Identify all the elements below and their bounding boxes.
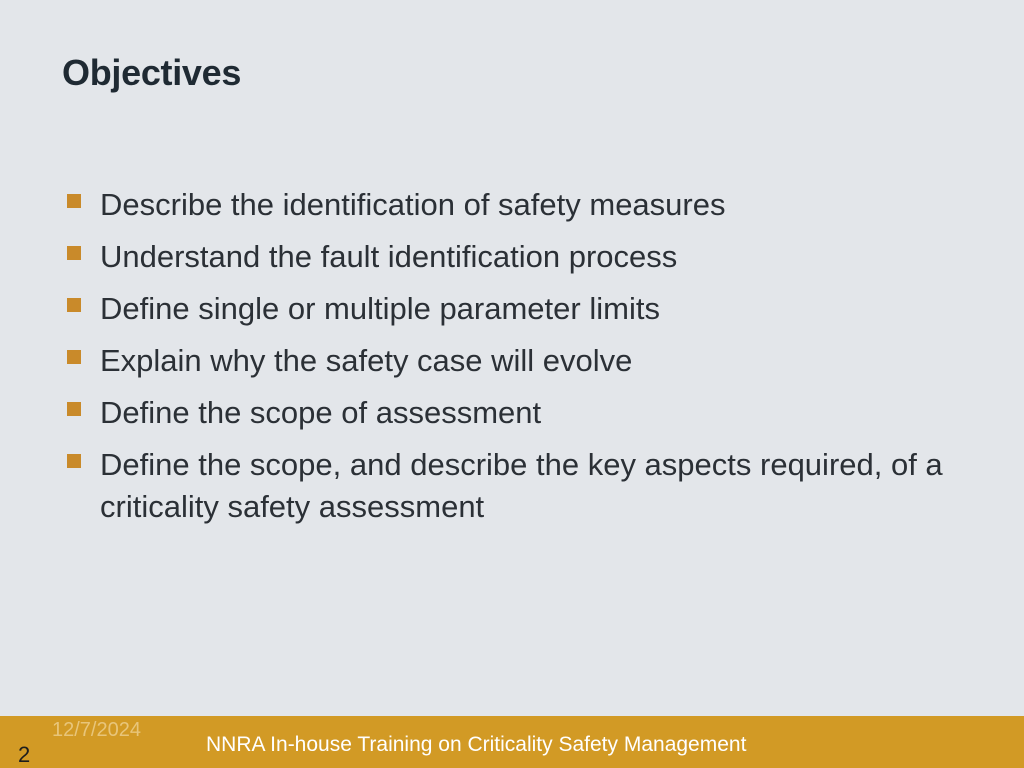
bullet-text: Define the scope of assessment [100,395,542,430]
slide-number: 2 [18,742,31,767]
bullet-item [64,340,984,382]
bullet-text: Understand the fault identification process [100,239,678,274]
footer-title: NNRA In-house Training on Criticality Safety Management [206,733,747,756]
bullet-item [64,392,984,434]
bullet-text: Define the scope, and describe the key aspects required, of a criticality safety assessment [100,447,943,524]
square-bullet-icon [67,454,81,468]
bullet-text: Define single or multiple parameter limits [100,291,660,326]
bullet-item [64,288,984,330]
bullet-text: Explain why the safety case will evolve [100,343,633,378]
bullet-item [64,236,984,278]
bullet-item [64,184,984,226]
square-bullet-icon [67,194,81,208]
square-bullet-icon [67,350,81,364]
footer-bar [0,716,1024,768]
footer-date: 12/7/2024 [52,719,141,741]
square-bullet-icon [67,402,81,416]
objectives-list [64,184,984,538]
square-bullet-icon [67,298,81,312]
slide-title: Objectives [62,52,242,93]
bullet-item [64,444,984,528]
square-bullet-icon [67,246,81,260]
bullet-text: Describe the identification of safety measures [100,187,726,222]
